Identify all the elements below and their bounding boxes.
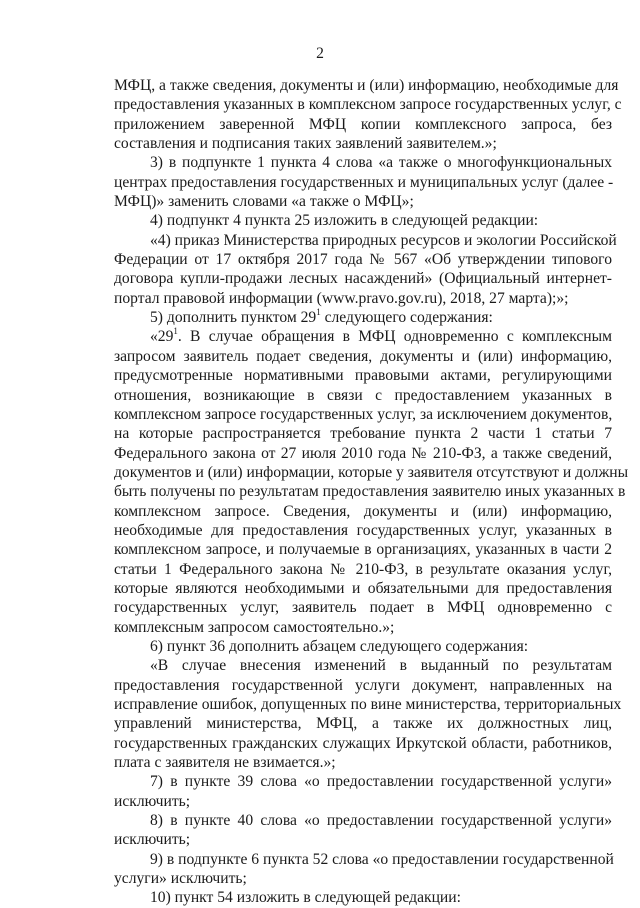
text-line: плата с заявителя не взимается.»;	[114, 754, 336, 772]
text-line	[114, 308, 612, 327]
text-line: комплексном запросе, и получаемые в организациях, указанных в части 2	[114, 541, 612, 559]
superscript: 1	[316, 306, 321, 317]
text-line: комплексным запросом самостоятельно.»;	[114, 618, 395, 636]
text-fragment: . В случае обращения в МФЦ одновременно с комплексным	[177, 328, 612, 346]
text-line: управлений министерства, МФЦ, а также их должностных лиц,	[114, 715, 612, 733]
text-line: необходимые для предоставления государственных услуг, указанных в	[114, 521, 612, 539]
paragraph	[114, 308, 612, 327]
text-line: отношения, возникающие в связи с предоставлением указанных в	[114, 386, 612, 404]
paragraph	[114, 772, 612, 811]
text-line: портал правовой информации (www.pravo.gov.ru), 2018, 27 марта);»;	[114, 289, 569, 307]
text-line: центрах предоставления государственных и муниципальных услуг (далее -	[114, 173, 614, 191]
text-fragment: 5) дополнить пунктом 29	[150, 309, 317, 327]
text-line: предусмотренные нормативными правовыми актами, регулирующими	[114, 367, 612, 385]
paragraph	[114, 637, 612, 656]
document-body	[114, 76, 629, 908]
text-line: Федерального закона от 27 июля 2010 года № 210-ФЗ, а также сведений,	[114, 444, 612, 462]
text-line: «4) приказ Министерства природных ресурсов и экологии Российской	[150, 231, 617, 249]
text-line: документов и (или) информации, которые у заявителя отсутствуют и должны	[114, 463, 629, 481]
text-line: услуги» исключить;	[114, 870, 247, 888]
paragraph	[114, 231, 617, 308]
text-line: договора купли-продажи лесных насаждений» (Официальный интернет-	[114, 270, 612, 288]
text-line: составления и подписания таких заявлений заявителем.»;	[114, 135, 497, 153]
text-line: которые являются необходимыми и обязательными для предоставления	[114, 579, 612, 597]
text-line: исключить;	[114, 831, 191, 849]
paragraph	[114, 326, 629, 637]
text-line: 3) в подпункте 1 пункта 4 слова «а также о многофункциональных	[150, 154, 612, 172]
paragraph	[114, 76, 622, 153]
paragraph	[114, 811, 612, 850]
text-line: государственных гражданских служащих Иркутской области, работников,	[114, 734, 612, 752]
superscript: 1	[173, 326, 178, 337]
text-fragment: «29	[150, 328, 174, 346]
text-line: МФЦ, а также сведения, документы и (или) информацию, необходимые для	[114, 77, 619, 94]
text-line: исключить;	[114, 792, 191, 810]
text-line: исправление ошибок, допущенных по вине министерства, территориальных	[114, 696, 622, 713]
text-line: государственных услуг, заявитель подает в МФЦ одновременно с	[114, 599, 612, 617]
paragraph	[114, 211, 612, 230]
text-line: быть получены по результатам предоставления заявителю иных указанных в	[114, 483, 626, 501]
text-line: Федерации от 17 октября 2017 года № 567 «Об утверждении типового	[114, 251, 612, 269]
paragraph	[114, 850, 612, 889]
text-line: «В случае внесения изменений в выданный по результатам	[150, 657, 612, 675]
text-line: предоставления государственной услуги документ, направленных на	[114, 676, 612, 694]
text-line: 4) подпункт 4 пункта 25 изложить в следующей редакции:	[150, 212, 539, 230]
text-line: комплексном запросе. Сведения, документы и (или) информацию,	[114, 502, 612, 520]
text-line: предоставления указанных в комплексном запросе государственных услуг, с	[114, 96, 622, 114]
page-number: 2	[316, 45, 324, 62]
text-line: 9) в подпункте 6 пункта 52 слова «о предоставлении государственной	[150, 850, 614, 868]
text-line: статьи 1 Федерального закона № 210-ФЗ, в результате оказания услуг,	[114, 560, 612, 578]
text-line: на которые распространяется требование пункта 2 части 1 статьи 7	[114, 425, 612, 443]
text-line	[114, 327, 612, 346]
text-line: 8) в пункте 40 слова «о предоставлении государственной услуги»	[150, 812, 612, 830]
text-line: 7) в пункте 39 слова «о предоставлении государственной услуги»	[150, 773, 612, 791]
text-line: комплексном запросе государственных услуг, за исключением документов,	[114, 405, 613, 423]
text-line: 6) пункт 36 дополнить абзацем следующего содержания:	[150, 637, 529, 655]
text-line: приложением заверенной МФЦ копии комплексного запроса, без	[114, 115, 612, 133]
text-line: МФЦ)» заменить словами «а также о МФЦ»;	[114, 193, 414, 211]
text-line: 10) пункт 54 изложить в следующей редакции:	[150, 889, 461, 907]
text-fragment: следующего содержания:	[320, 309, 493, 327]
paragraph	[114, 656, 622, 772]
text-line: запросом заявитель подает сведения, документы и (или) информацию,	[114, 347, 612, 365]
paragraph	[114, 153, 612, 211]
